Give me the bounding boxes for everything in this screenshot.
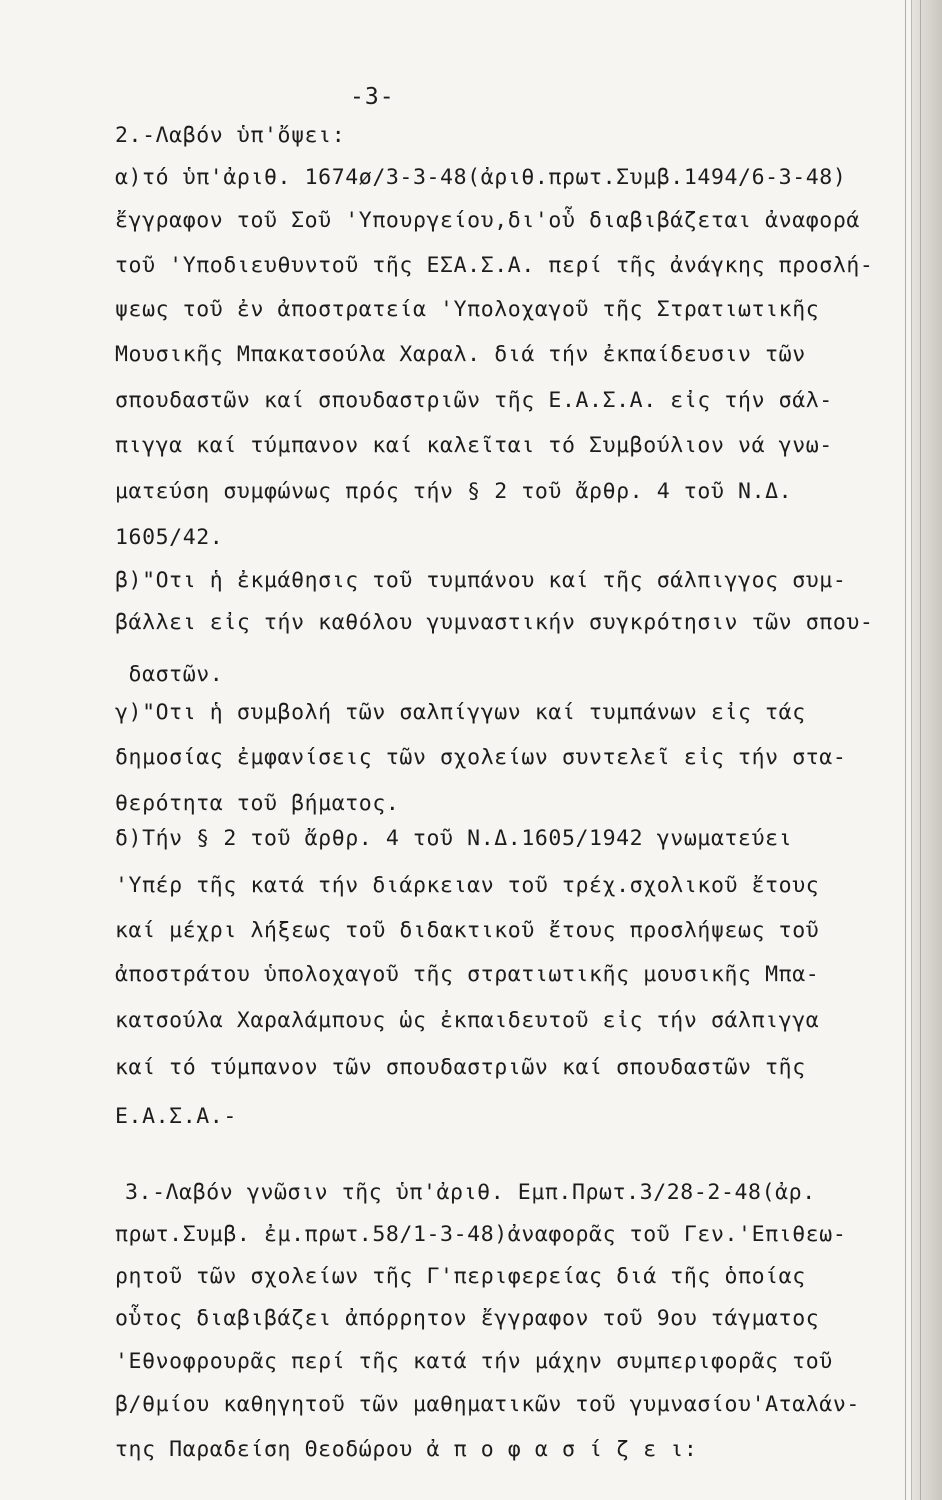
binding-edge	[911, 0, 942, 1500]
text-line: πιγγα καί τύμπανον καί καλεῖται τό Συμβούλιον νά γνω-	[115, 433, 833, 458]
text-line: θερότητα τοῦ βήματος.	[115, 791, 400, 816]
text-line: ρητοῦ τῶν σχολείων τῆς Γ'περιφερείας διά τῆς ὁποίας	[115, 1264, 806, 1289]
text-line: οὗτος διαβιβάζει ἀπόρρητον ἔγγραφον τοῦ 9ου τάγματος	[115, 1306, 820, 1331]
text-line: καί τό τύμπανον τῶν σπουδαστριῶν καί σπουδαστῶν τῆς	[115, 1055, 806, 1080]
text-line: β/θμίου καθηγητοῦ τῶν μαθηματικῶν τοῦ γυμνασίου'Αταλάν-	[115, 1392, 860, 1417]
text-line: τοῦ 'Υποδιευθυντοῦ τῆς ΕΣΑ.Σ.Α. περί τῆς ἀνάγκης προσλή-	[115, 253, 874, 278]
text-line: 2.-Λαβόν ὑπ'ὄψει:	[115, 123, 346, 148]
text-line: δ)Τήν § 2 τοῦ ἄρθρ. 4 τοῦ Ν.Δ.1605/1942 γνωματεύει	[115, 826, 793, 851]
text-line: δαστῶν.	[115, 662, 224, 687]
text-line: δημοσίας ἐμφανίσεις τῶν σχολείων συντελεῖ εἰς τήν στα-	[115, 745, 847, 770]
text-line: 'Εθνοφρουρᾶς περί τῆς κατά τήν μάχην συμπεριφορᾶς τοῦ	[115, 1349, 833, 1374]
text-line: ψεως τοῦ ἐν ἀποστρατεία 'Υπολοχαγοῦ τῆς Στρατιωτικῆς	[115, 297, 820, 322]
text-line: 'Υπέρ τῆς κατά τήν διάρκειαν τοῦ τρέχ.σχολικοῦ ἔτους	[115, 873, 820, 898]
text-line: βάλλει εἰς τήν καθόλου γυμναστικήν συγκρότησιν τῶν σπου-	[115, 610, 874, 635]
text-line: ἀποστράτου ὑπολοχαγοῦ τῆς στρατιωτικῆς μουσικῆς Μπα-	[115, 962, 820, 987]
text-line: καί μέχρι λήξεως τοῦ διδακτικοῦ ἔτους προσλήψεως τοῦ	[115, 918, 820, 943]
text-line: ἔγγραφον τοῦ Σοῦ 'Υπουργείου,δι'οὗ διαβιβάζεται ἀναφορά	[115, 208, 860, 233]
text-line: β)"Οτι ἡ ἐκμάθησις τοῦ τυμπάνου καί τῆς σάλπιγγος συμ-	[115, 568, 847, 593]
text-line: 3.-Λαβόν γνῶσιν τῆς ὑπ'ἀριθ. Εμπ.Πρωτ.3/28-2-48(ἀρ.	[125, 1180, 816, 1205]
text-line: της Παραδείση Θεοδώρου ἀ π ο φ α σ ί ζ ε ι:	[115, 1437, 698, 1462]
page-number: -3-	[350, 84, 395, 110]
text-line: ματεύση συμφώνως πρός τήν § 2 τοῦ ἄρθρ. 4 τοῦ Ν.Δ.	[115, 479, 793, 504]
text-line: Μουσικῆς Μπακατσούλα Χαραλ. διά τήν ἐκπαίδευσιν τῶν	[115, 342, 806, 367]
text-line: α)τό ὑπ'ἀριθ. 1674ø/3-3-48(ἀριθ.πρωτ.Συμβ.1494/6-3-48)	[115, 165, 847, 190]
page-edge-line	[905, 0, 906, 1500]
text-line: 1605/42.	[115, 525, 224, 550]
page-edge-line	[920, 0, 921, 1500]
text-line: σπουδαστῶν καί σπουδαστριῶν τῆς Ε.Α.Σ.Α. εἰς τήν σάλ-	[115, 388, 833, 413]
text-line: Ε.Α.Σ.Α.-	[115, 1104, 237, 1129]
text-line: κατσούλα Χαραλάμπους ὡς ἐκπαιδευτοῦ εἰς τήν σάλπιγγα	[115, 1008, 820, 1033]
text-line: πρωτ.Συμβ. ἐμ.πρωτ.58/1-3-48)ἀναφορᾶς τοῦ Γεν.'Επιθεω-	[115, 1222, 847, 1247]
text-line: γ)"Οτι ἡ συμβολή τῶν σαλπίγγων καί τυμπάνων εἰς τάς	[115, 700, 806, 725]
